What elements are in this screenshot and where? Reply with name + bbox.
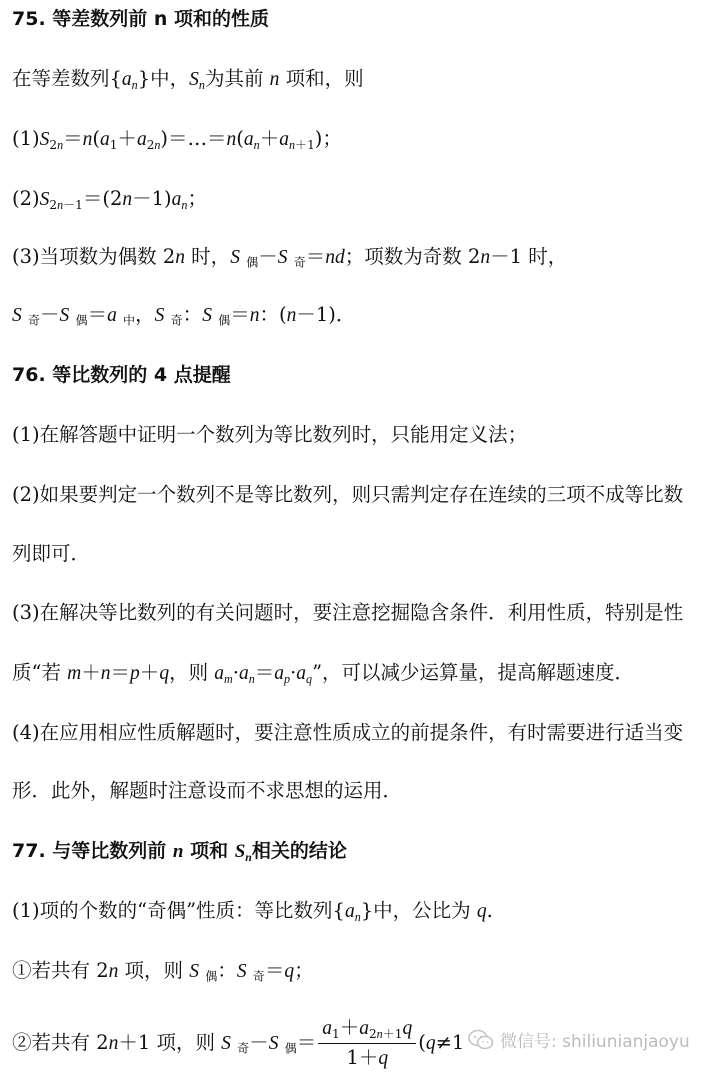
section-75-heading: 75. 等差数列前 n 项和的性质 <box>12 8 270 30</box>
section-76-heading: 76. 等比数列的 4 点提醒 <box>12 364 231 386</box>
section-76-item-3: (3)在解决等比数列的有关问题时，要注意挖掘隐含条件．利用性质，特别是性 <box>12 601 684 624</box>
section-77-item-2: ①若共有 2n 项，则 S 偶：S 奇＝q； <box>12 959 314 984</box>
section-76-item-4-cont: 形．此外，解题时注意设而不求思想的运用． <box>12 779 403 802</box>
section-75-item-3-cont: S 奇－S 偶＝a 中，S 奇：S 偶＝n：(n－1)． <box>12 303 356 328</box>
section-76-item-3-cont: 质“若 m＋n＝p＋q，则 $a_m\cdot a_n=a_p\cdot a_q$”，可以减少运算量，提高解题速度． <box>12 661 635 687</box>
watermark <box>468 1027 690 1052</box>
watermark-text: 微信号: shiliunianjaoyu <box>500 1032 690 1052</box>
section-75-item-1: $(1)S_{2n}=n(a_1+a_{2n})=\dots=n(a_n+a_{n+1})$； <box>12 127 342 153</box>
section-75-item-2: $(2)S_{2n-1}=(2n-1)a_n$； <box>12 187 207 213</box>
section-77-item-3: ②若共有 2n＋1 项，则 S 奇－S 偶＝ $\frac{a_1+a_{2n+1}q}{1+q}$ (q≠1 <box>12 1016 465 1069</box>
wechat-icon <box>468 1029 494 1051</box>
section-77-heading: 77. 与等比数列前 n 项和 $S_n$相关的结论 <box>12 840 347 865</box>
section-76-item-4: (4)在应用相应性质解题时，要注意性质成立的前提条件，有时需要进行适当变 <box>12 721 684 744</box>
section-75-intro: 在等差数列$\{a_n\}$中，$S_n$为其前 n 项和，则 <box>12 67 364 93</box>
section-76-item-2: (2)如果要判定一个数列不是等比数列，则只需判定存在连续的三项不成等比数 <box>12 483 684 506</box>
section-76-item-1: (1)在解答题中证明一个数列为等比数列时，只能用定义法； <box>12 423 528 446</box>
section-76-item-2-cont: 列即可． <box>12 542 91 565</box>
section-77-item-1: (1)项的个数的“奇偶”性质：等比数列$\{a_n\}$中，公比为 q. <box>12 899 493 925</box>
fraction: $\frac{a_1+a_{2n+1}q}{1+q}$ <box>318 1016 416 1071</box>
section-75-item-3: (3)当项数为偶数 2n 时，S 偶－S 奇＝nd；项数为奇数 2n－1 时， <box>12 245 568 270</box>
